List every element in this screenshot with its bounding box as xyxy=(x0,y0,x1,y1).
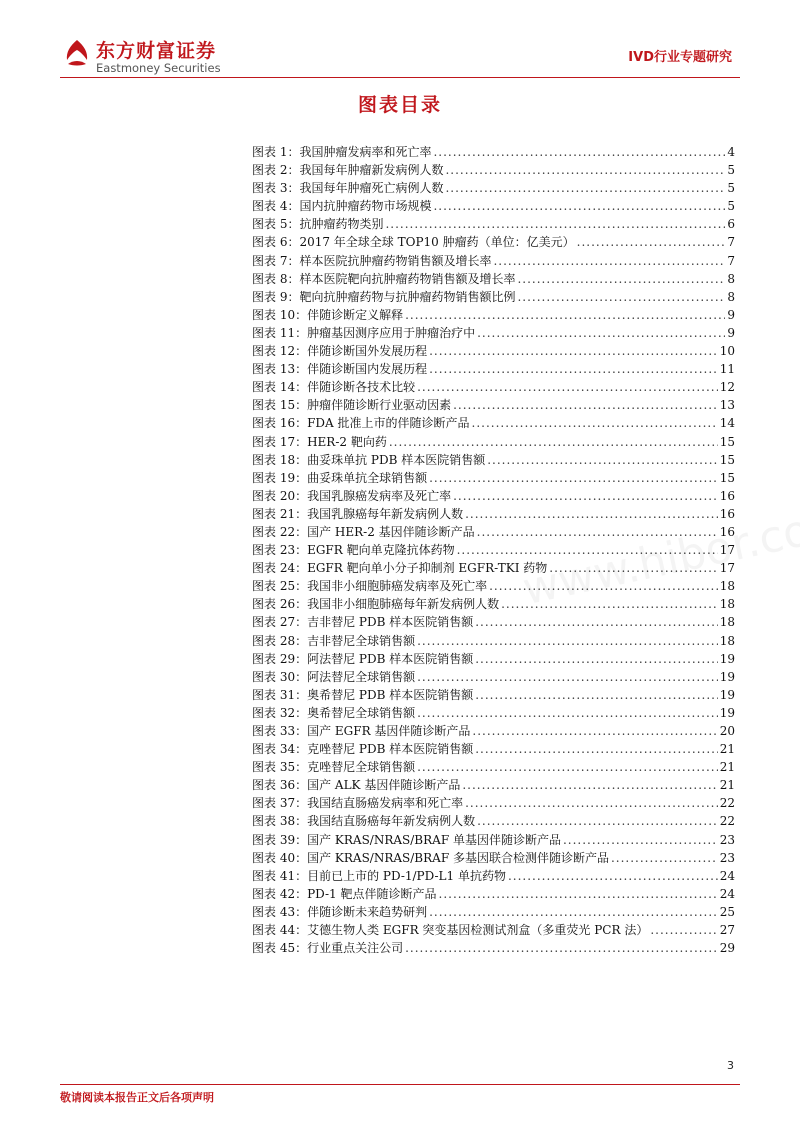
toc-entry-label: 图表 33：国产 EGFR 基因伴随诊断产品 xyxy=(252,724,471,738)
toc-entry-page: 22 xyxy=(719,796,735,811)
toc-dot-leader xyxy=(417,704,718,722)
toc-entry[interactable] xyxy=(252,396,735,414)
toc-entry-page: 23 xyxy=(719,850,735,865)
toc-dot-leader xyxy=(517,270,725,288)
toc-entry-page: 19 xyxy=(719,687,735,702)
toc-entry-label: 图表 23：EGFR 靶向单克隆抗体药物 xyxy=(252,543,455,558)
toc-entry-label: 图表 11：肿瘤基因测序应用于肿瘤治疗中 xyxy=(252,325,476,340)
toc-dot-leader xyxy=(475,613,717,631)
toc-entry-label: 图表 35：克唑替尼全球销售额 xyxy=(252,760,416,775)
toc-entry[interactable] xyxy=(252,668,735,686)
toc-entry[interactable] xyxy=(252,324,735,342)
toc-entry[interactable] xyxy=(252,849,735,867)
toc-entry-page: 15 xyxy=(719,470,735,485)
toc-entry[interactable] xyxy=(252,505,735,523)
toc-entry-page: 9 xyxy=(727,325,735,340)
toc-entry-label: 图表 24：EGFR 靶向单小分子抑制剂 EGFR-TKI 药物 xyxy=(252,561,548,576)
toc-entry-page: 7 xyxy=(727,253,735,268)
toc-entry-label: 图表 30：阿法替尼全球销售额 xyxy=(252,669,416,684)
toc-entry[interactable] xyxy=(252,161,735,179)
toc-dot-leader xyxy=(501,595,718,613)
toc-entry-page: 21 xyxy=(719,778,735,793)
toc-entry-page: 24 xyxy=(719,886,735,901)
toc-entry-label: 图表 7：样本医院抗肿瘤药物销售额及增长率 xyxy=(252,253,492,268)
toc-dot-leader xyxy=(445,161,725,179)
toc-entry-page: 10 xyxy=(719,344,735,359)
toc-dot-leader xyxy=(429,360,718,378)
toc-entry[interactable] xyxy=(252,523,735,541)
toc-dot-leader xyxy=(417,632,718,650)
toc-title: 图表目录 xyxy=(357,94,442,116)
toc-entry-page: 19 xyxy=(719,705,735,720)
toc-entry-label: 图表 28：吉非替尼全球销售额 xyxy=(252,633,416,648)
header-divider xyxy=(60,77,740,78)
toc-entry[interactable] xyxy=(252,595,735,613)
report-type: IVD行业专题研究 xyxy=(628,50,732,65)
footer-divider xyxy=(60,1084,740,1085)
toc-dot-leader xyxy=(417,758,718,776)
toc-entry-label: 图表 14：伴随诊断各技术比较 xyxy=(252,380,416,395)
toc-dot-leader xyxy=(475,740,717,758)
toc-entry-label: 图表 17：HER-2 靶向药 xyxy=(252,434,387,449)
toc-entry[interactable] xyxy=(252,776,735,794)
toc-dot-leader xyxy=(563,831,718,849)
toc-entry[interactable] xyxy=(252,288,735,306)
toc-dot-leader xyxy=(477,812,718,830)
toc-entry-page: 8 xyxy=(727,289,735,304)
toc-entry-label: 图表 37：我国结直肠癌发病率和死亡率 xyxy=(252,796,464,811)
toc-entry[interactable] xyxy=(252,903,735,921)
toc-entry-page: 12 xyxy=(719,380,735,395)
toc-entry-page: 22 xyxy=(719,814,735,829)
toc-entry[interactable] xyxy=(252,233,735,251)
toc-entry-label: 图表 10：伴随诊断定义解释 xyxy=(252,307,404,322)
toc-dot-leader xyxy=(472,722,717,740)
toc-entry[interactable] xyxy=(252,577,735,595)
toc-entry-label: 图表 15：肿瘤伴随诊断行业驱动因素 xyxy=(252,398,452,413)
toc-entry-page: 19 xyxy=(719,669,735,684)
toc-entry-label: 图表 16：FDA 批准上市的伴随诊断产品 xyxy=(252,416,470,431)
toc-dot-leader xyxy=(487,451,717,469)
toc-entry-page: 7 xyxy=(727,235,735,250)
toc-entry[interactable] xyxy=(252,740,735,758)
toc-entry-label: 图表 3：我国每年肿瘤死亡病例人数 xyxy=(252,181,444,196)
toc-dot-leader xyxy=(417,378,718,396)
toc-entry-label: 图表 45：行业重点关注公司 xyxy=(252,941,404,956)
toc-entry-page: 5 xyxy=(727,163,735,178)
toc-dot-leader xyxy=(433,143,725,161)
toc-entry[interactable] xyxy=(252,867,735,885)
toc-entry-label: 图表 32：奥希替尼全球销售额 xyxy=(252,705,416,720)
toc-entry-label: 图表 20：我国乳腺癌发病率及死亡率 xyxy=(252,488,452,503)
toc-entry-label: 图表 42：PD-1 靶点伴随诊断产品 xyxy=(252,886,437,901)
toc-entry-label: 图表 41：目前已上市的 PD-1/PD-L1 单抗药物 xyxy=(252,868,506,883)
toc-dot-leader xyxy=(429,903,718,921)
page-number: 3 xyxy=(727,1059,734,1072)
toc-entry-page: 15 xyxy=(719,434,735,449)
toc-entry-label: 图表 19：曲妥珠单抗全球销售额 xyxy=(252,470,428,485)
toc-entry[interactable] xyxy=(252,559,735,577)
toc-entry-page: 18 xyxy=(719,615,735,630)
toc-dot-leader xyxy=(453,487,718,505)
toc-entry-label: 图表 1：我国肿瘤发病率和死亡率 xyxy=(252,145,432,159)
toc-entry-page: 6 xyxy=(727,217,735,232)
toc-entry[interactable] xyxy=(252,812,735,830)
toc-entry[interactable] xyxy=(252,252,735,270)
toc-dot-leader xyxy=(477,324,725,342)
toc-dot-leader xyxy=(429,342,718,360)
toc-entry[interactable] xyxy=(252,378,735,396)
toc-entry-label: 图表 40：国产 KRAS/NRAS/BRAF 多基因联合检测伴随诊断产品 xyxy=(252,850,609,865)
toc-entry[interactable] xyxy=(252,686,735,704)
toc-dot-leader xyxy=(650,921,717,939)
toc-entry[interactable] xyxy=(252,360,735,378)
toc-entry-label: 图表 13：伴随诊断国内发展历程 xyxy=(252,362,428,377)
toc-entry-label: 图表 34：克唑替尼 PDB 样本医院销售额 xyxy=(252,742,474,757)
toc-dot-leader xyxy=(417,668,718,686)
toc-entry-label: 图表 12：伴随诊断国外发展历程 xyxy=(252,344,428,359)
toc-entry-page: 16 xyxy=(719,506,735,521)
toc-entry[interactable] xyxy=(252,704,735,722)
toc-dot-leader xyxy=(517,288,725,306)
toc-entry-label: 图表 44：艾德生物人类 EGFR 突变基因检测试剂盒（多重荧光 PCR 法） xyxy=(252,923,649,938)
toc-entry[interactable] xyxy=(252,885,735,903)
toc-entry-page: 29 xyxy=(719,941,735,956)
toc-entry-page: 21 xyxy=(719,760,735,775)
toc-entry-label: 图表 8：样本医院靶向抗肿瘤药物销售额及增长率 xyxy=(252,271,516,286)
toc-entry-page: 25 xyxy=(719,904,735,919)
toc-dot-leader xyxy=(508,867,718,885)
toc-entry-page: 21 xyxy=(719,742,735,757)
toc-dot-leader xyxy=(549,559,717,577)
toc-dot-leader xyxy=(385,215,725,233)
toc-entry-page: 24 xyxy=(719,868,735,883)
toc-entry[interactable] xyxy=(252,270,735,288)
toc-entry-label: 图表 18：曲妥珠单抗 PDB 样本医院销售额 xyxy=(252,452,486,467)
eastmoney-logo-icon xyxy=(62,38,92,68)
brand-name-cn: 东方财富证券 xyxy=(96,40,217,62)
toc-entry-page: 5 xyxy=(727,181,735,196)
toc-dot-leader xyxy=(472,414,718,432)
toc-entry[interactable] xyxy=(252,758,735,776)
toc-entry[interactable] xyxy=(252,433,735,451)
toc-dot-leader xyxy=(439,885,718,903)
toc-list xyxy=(252,143,735,957)
toc-entry-page: 5 xyxy=(727,199,735,214)
toc-dot-leader xyxy=(465,505,718,523)
toc-entry-page: 15 xyxy=(719,452,735,467)
toc-dot-leader xyxy=(433,197,725,215)
toc-dot-leader xyxy=(465,794,718,812)
toc-dot-leader xyxy=(457,541,718,559)
toc-entry-label: 图表 5：抗肿瘤药物类别 xyxy=(252,217,384,232)
toc-entry[interactable] xyxy=(252,197,735,215)
toc-entry[interactable] xyxy=(252,831,735,849)
toc-dot-leader xyxy=(577,233,726,251)
toc-entry-label: 图表 9：靶向抗肿瘤药物与抗肿瘤药物销售额比例 xyxy=(252,289,516,304)
toc-entry[interactable] xyxy=(252,650,735,668)
toc-entry[interactable] xyxy=(252,215,735,233)
toc-entry-label: 图表 25：我国非小细胞肺癌发病率及死亡率 xyxy=(252,579,488,594)
toc-entry[interactable] xyxy=(252,632,735,650)
toc-entry[interactable] xyxy=(252,179,735,197)
toc-entry-page: 17 xyxy=(719,561,735,576)
toc-entry-label: 图表 26：我国非小细胞肺癌每年新发病例人数 xyxy=(252,597,500,612)
toc-entry[interactable] xyxy=(252,342,735,360)
toc-dot-leader xyxy=(477,523,718,541)
toc-entry-page: 13 xyxy=(719,398,735,413)
brand-logo xyxy=(62,34,232,78)
toc-entry[interactable] xyxy=(252,451,735,469)
toc-entry[interactable] xyxy=(252,541,735,559)
toc-dot-leader xyxy=(429,469,718,487)
toc-entry-page: 18 xyxy=(719,633,735,648)
toc-entry-page: 14 xyxy=(719,416,735,431)
toc-entry[interactable] xyxy=(252,939,735,957)
toc-entry-page: 17 xyxy=(719,543,735,558)
toc-entry-page: 23 xyxy=(719,832,735,847)
toc-entry[interactable] xyxy=(252,469,735,487)
toc-entry-label: 图表 22：国产 HER-2 基因伴随诊断产品 xyxy=(252,524,475,539)
toc-entry[interactable] xyxy=(252,613,735,631)
footer-disclaimer: 敬请阅读本报告正文后各项声明 xyxy=(60,1091,214,1104)
toc-entry-page: 8 xyxy=(727,271,735,286)
toc-dot-leader xyxy=(445,179,725,197)
toc-entry[interactable] xyxy=(252,143,735,161)
toc-dot-leader xyxy=(462,776,717,794)
toc-dot-leader xyxy=(493,252,725,270)
toc-entry-label: 图表 38：我国结直肠癌每年新发病例人数 xyxy=(252,814,476,829)
toc-entry-label: 图表 27：吉非替尼 PDB 样本医院销售额 xyxy=(252,615,474,630)
toc-entry-label: 图表 29：阿法替尼 PDB 样本医院销售额 xyxy=(252,651,474,666)
toc-dot-leader xyxy=(611,849,718,867)
toc-entry-page: 4 xyxy=(727,145,735,159)
brand-name-en: Eastmoney Securities xyxy=(96,61,221,75)
toc-entry-page: 18 xyxy=(719,579,735,594)
toc-entry-page: 16 xyxy=(719,488,735,503)
toc-entry-label: 图表 2：我国每年肿瘤新发病例人数 xyxy=(252,163,444,178)
toc-dot-leader xyxy=(475,686,717,704)
toc-entry-label: 图表 43：伴随诊断未来趋势研判 xyxy=(252,904,428,919)
toc-entry-page: 27 xyxy=(719,923,735,938)
toc-dot-leader xyxy=(489,577,718,595)
toc-entry-page: 18 xyxy=(719,597,735,612)
toc-entry[interactable] xyxy=(252,414,735,432)
toc-entry[interactable] xyxy=(252,722,735,740)
toc-entry-label: 图表 39：国产 KRAS/NRAS/BRAF 单基因伴随诊断产品 xyxy=(252,832,561,847)
toc-entry[interactable] xyxy=(252,921,735,939)
toc-dot-leader xyxy=(475,650,717,668)
toc-dot-leader xyxy=(389,433,718,451)
toc-entry-label: 图表 4：国内抗肿瘤药物市场规模 xyxy=(252,199,432,214)
toc-entry[interactable] xyxy=(252,794,735,812)
toc-entry-label: 图表 31：奥希替尼 PDB 样本医院销售额 xyxy=(252,687,474,702)
toc-entry-page: 20 xyxy=(719,724,735,738)
toc-entry-label: 图表 36：国产 ALK 基因伴随诊断产品 xyxy=(252,778,461,793)
toc-dot-leader xyxy=(405,306,725,324)
toc-entry-label: 图表 21：我国乳腺癌每年新发病例人数 xyxy=(252,506,464,521)
toc-entry-label: 图表 6：2017 年全球全球 TOP10 肿瘤药（单位：亿美元） xyxy=(252,235,575,250)
toc-dot-leader xyxy=(405,939,718,957)
toc-entry-page: 9 xyxy=(727,307,735,322)
toc-entry[interactable] xyxy=(252,487,735,505)
toc-entry-page: 11 xyxy=(719,362,735,377)
toc-entry[interactable] xyxy=(252,306,735,324)
toc-entry-page: 16 xyxy=(719,524,735,539)
page-header xyxy=(60,34,740,80)
toc-entry-page: 19 xyxy=(719,651,735,666)
toc-dot-leader xyxy=(453,396,718,414)
